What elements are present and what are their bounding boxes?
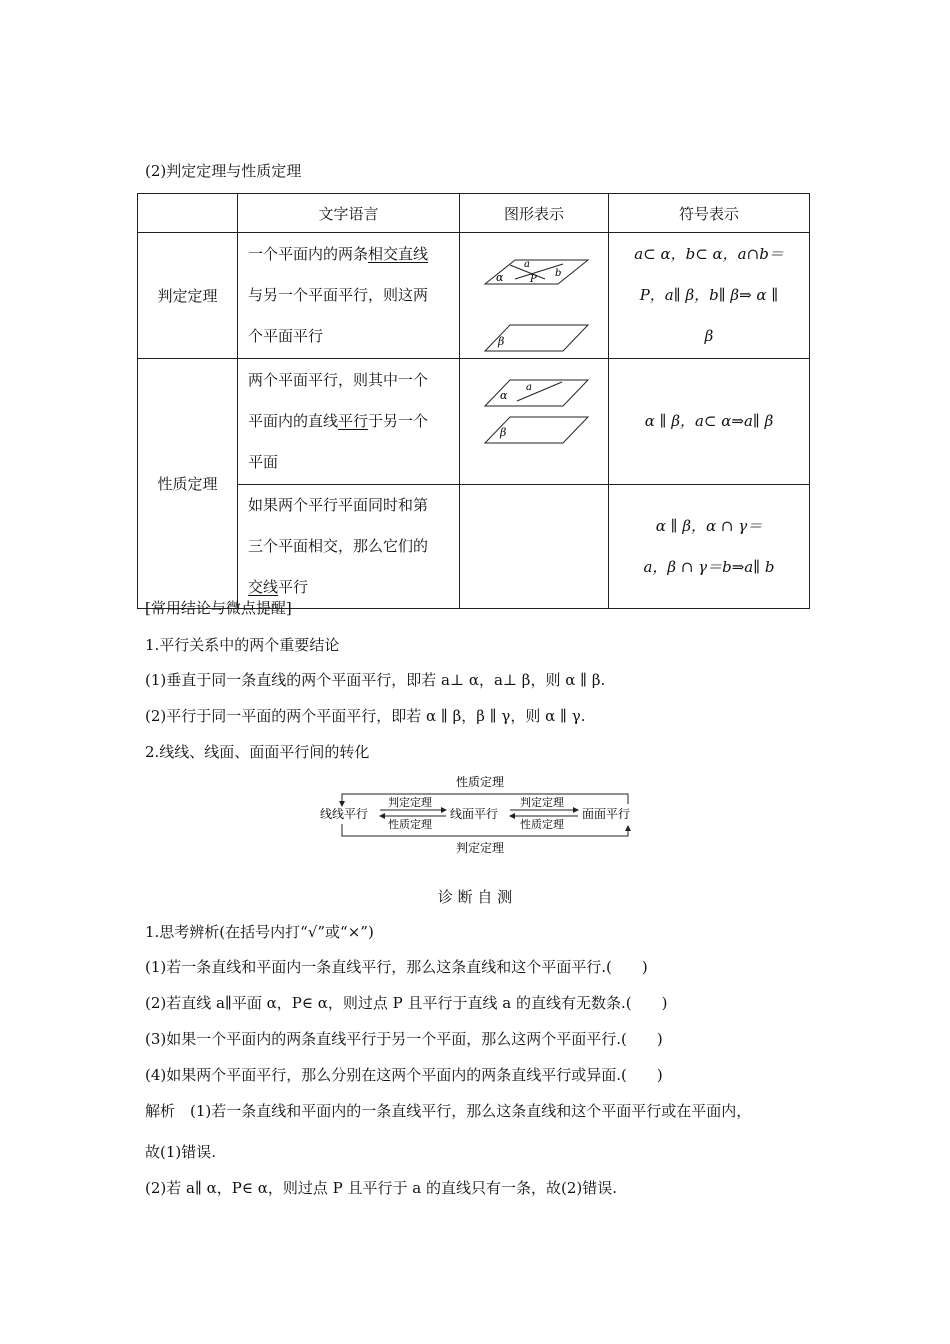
notes-item-1-1: (1)垂直于同一条直线的两个平面平行，即若 a⊥ α，a⊥ β，则 α ∥ β. (145, 671, 606, 689)
header-symbol: 符号表示 (609, 194, 810, 233)
table-row-criterion (138, 233, 810, 359)
property-figure (460, 359, 609, 485)
label-p: P (530, 274, 537, 285)
notes-heading: [常用结论与微点提醒] (145, 599, 292, 617)
question-1: (1)若一条直线和平面内一条直线平行，那么这条直线和这个平面平行.( ) (145, 958, 648, 976)
property-text-1 (238, 359, 460, 485)
answer-2: (2)若 a∥ α，P∈ α，则过点 P 且平行于 a 的直线只有一条，故(2)错误. (145, 1179, 618, 1197)
diagram-node-line-line: 线线平行 (320, 807, 369, 821)
property-text-part: 三个平面相交，那么它们的 (248, 537, 429, 555)
property-underlined-term: 平行 (338, 412, 369, 430)
header-figure: 图形表示 (460, 194, 609, 233)
property-text-part: 于另一个 (368, 412, 429, 430)
question-4: (4)如果两个平面平行，那么分别在这两个平面内的两条直线平行或异面.( ) (145, 1066, 663, 1084)
symbol-line: a⊂ α，b⊂ α，a∩b＝ (634, 245, 784, 263)
property-text-part: 如果两个平行平面同时和第 (248, 496, 429, 514)
property-text-2 (238, 485, 460, 609)
label-b: b (555, 268, 562, 279)
table-row-property-1 (138, 359, 810, 485)
conversion-diagram (310, 770, 650, 858)
parallel-planes-line-figure (460, 359, 608, 480)
criterion-text-part: 一个平面内的两条 (248, 245, 369, 263)
criterion-figure (460, 233, 609, 359)
header-text-language: 文字语言 (238, 194, 460, 233)
symbol-line: a，β ∩ γ＝b⇒a∥ b (643, 557, 775, 576)
answer-1-continued: 故(1)错误. (145, 1143, 217, 1161)
criterion-text-part: 与另一个平面平行，则这两 (248, 286, 429, 304)
self-test-title: 诊 断 自 测 (437, 888, 513, 906)
property-text-part: 平面 (248, 453, 279, 471)
question-intro: 1.思考辨析(在括号内打“√”或“×”) (145, 923, 374, 941)
property-symbol-2 (609, 485, 810, 609)
criterion-underlined-term: 相交直线 (368, 245, 429, 263)
notes-item-1: 1.平行关系中的两个重要结论 (145, 636, 340, 654)
answer-1-text: (1)若一条直线和平面内的一条直线平行，那么这条直线和这个平面平行或在平面内， (190, 1102, 752, 1120)
arrow2-bottom-label: 性质定理 (520, 818, 564, 831)
property-text-part: 两个平面平行，则其中一个 (248, 371, 429, 389)
label-beta: β (498, 335, 505, 348)
arrow1-top-label: 判定定理 (388, 796, 432, 809)
table-header-row (138, 194, 810, 233)
symbol-line: β (704, 327, 714, 345)
row-name-property: 性质定理 (138, 359, 238, 609)
diagram-node-plane-plane: 面面平行 (582, 807, 631, 821)
label-a: a (526, 382, 532, 393)
criterion-text (238, 233, 460, 359)
question-2: (2)若直线 a∥平面 α，P∈ α，则过点 P 且平行于直线 a 的直线有无数条.( ) (145, 994, 668, 1012)
diagram-bottom-label: 判定定理 (455, 841, 505, 855)
diagram-node-line-plane: 线面平行 (450, 807, 499, 821)
symbol-line: α ∥ β，α ∩ γ＝ (655, 516, 763, 535)
section-title: (2)判定定理与性质定理 (145, 162, 302, 180)
arrow2-top-label: 判定定理 (520, 796, 564, 809)
table-row-property-2 (138, 485, 810, 609)
diagram-top-label: 性质定理 (455, 775, 505, 789)
parallel-planes-figure (460, 233, 608, 354)
empty-figure-cell (460, 485, 609, 609)
property-text-part: 平面内的直线 (248, 412, 339, 430)
notes-item-1-2: (2)平行于同一平面的两个平面平行，即若 α ∥ β，β ∥ γ，则 α ∥ γ. (145, 707, 586, 725)
label-beta: β (500, 426, 507, 439)
label-alpha: α (500, 389, 508, 402)
criterion-text-part: 个平面平行 (248, 327, 324, 345)
symbol-line: α ∥ β，a⊂ α⇒a∥ β (644, 412, 774, 430)
theorem-table (137, 193, 810, 609)
answer-1 (145, 1101, 751, 1121)
property-text-part: 平行 (278, 578, 309, 596)
notes-item-2: 2.线线、线面、面面平行间的转化 (145, 743, 370, 761)
symbol-line: P，a∥ β，b∥ β⇒ α ∥ (639, 286, 779, 304)
bottom-arrow (342, 824, 628, 836)
row-name-criterion: 判定定理 (138, 233, 238, 359)
line-a (517, 382, 562, 401)
property-underlined-term: 交线 (248, 578, 279, 596)
label-a: a (524, 259, 530, 270)
property-symbol-1 (609, 359, 810, 485)
top-arrow (342, 794, 628, 806)
header-cell-empty (138, 194, 238, 233)
criterion-symbol (609, 233, 810, 359)
answer-label: 解析 (145, 1102, 176, 1120)
label-alpha: α (496, 271, 504, 284)
arrow1-bottom-label: 性质定理 (388, 818, 432, 831)
question-3: (3)如果一个平面内的两条直线平行于另一个平面，那么这两个平面平行.( ) (145, 1030, 663, 1048)
